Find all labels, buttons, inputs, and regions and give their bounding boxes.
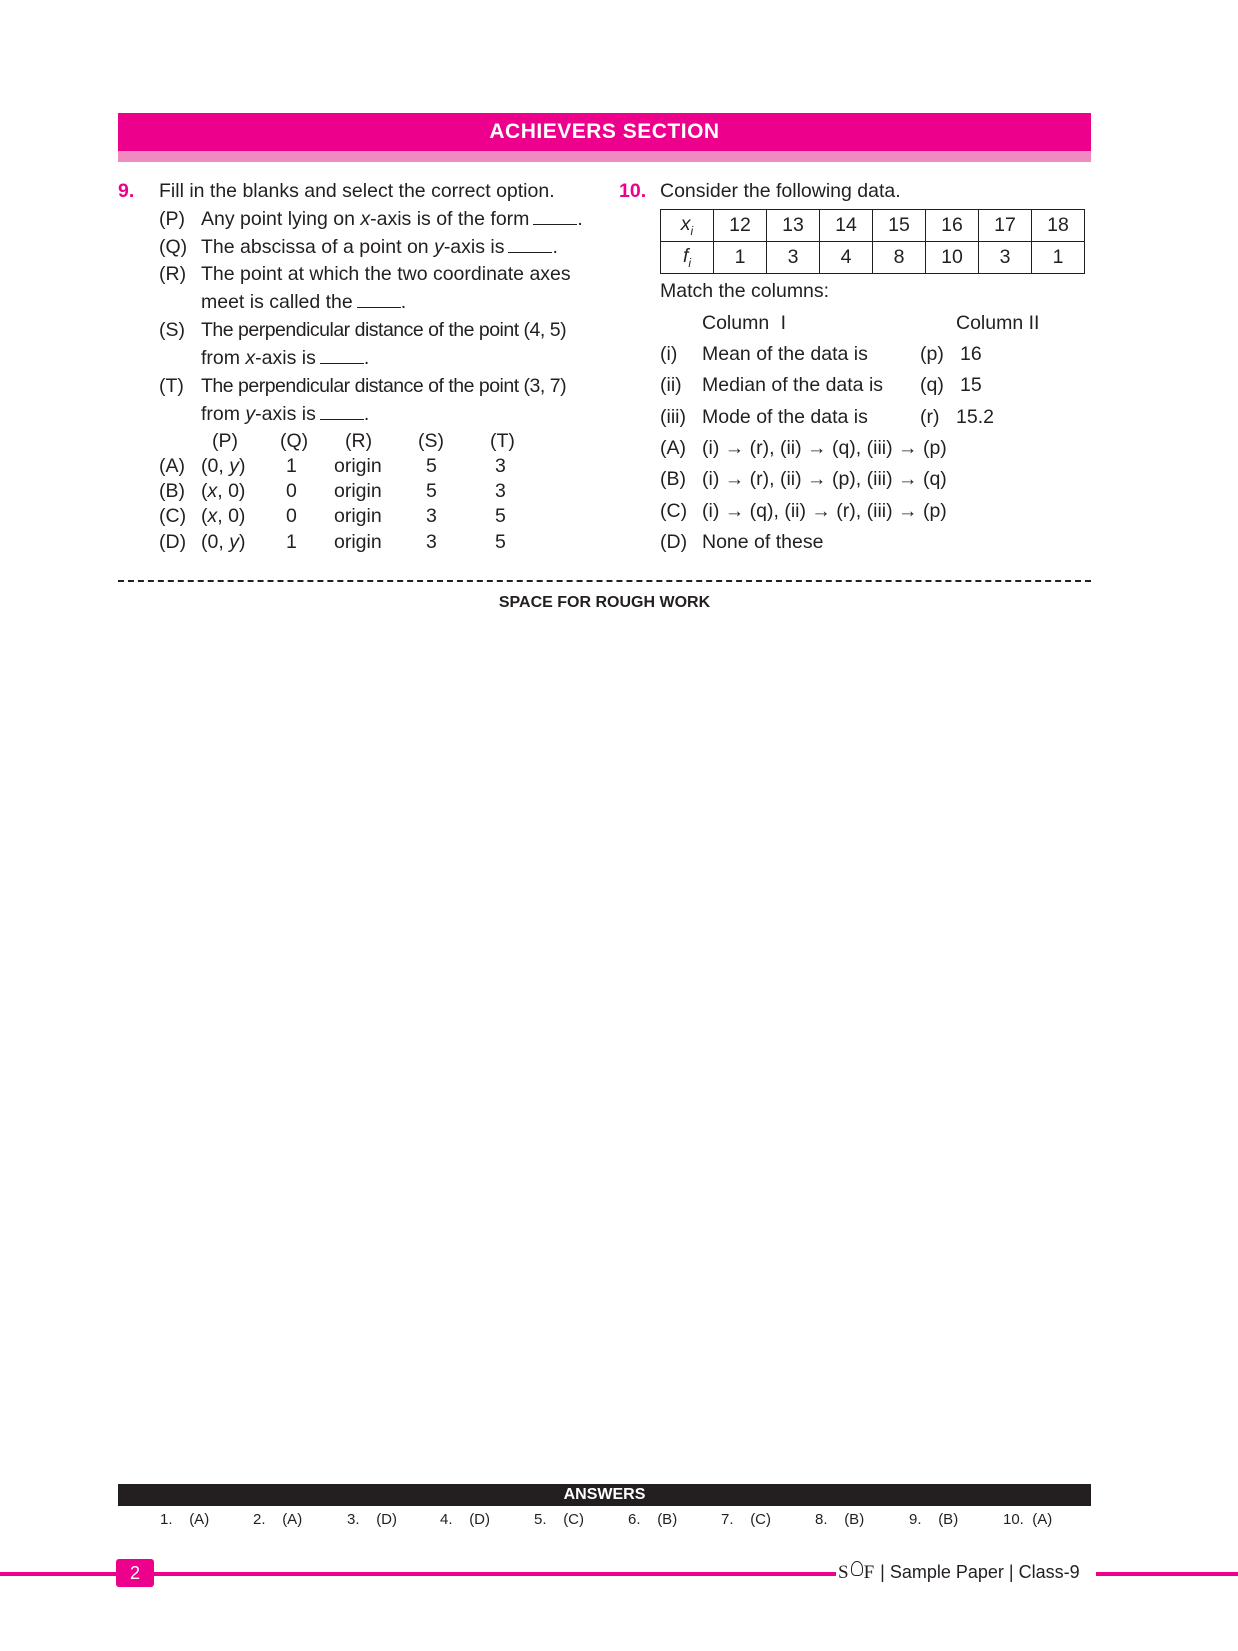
- option-text: (i) → (q), (ii) → (r), (iii) → (p): [702, 500, 947, 522]
- option-label: (A): [159, 455, 185, 477]
- table-cell: 13: [767, 210, 820, 242]
- item-label: (T): [159, 375, 184, 397]
- column-header: (T): [490, 430, 515, 452]
- table-cell: 1: [714, 242, 767, 274]
- option-t: 3: [495, 480, 506, 502]
- table-cell: 10: [926, 242, 979, 274]
- option-r: origin: [334, 531, 382, 553]
- option-p: (0, y): [201, 531, 246, 553]
- option-p: (x, 0): [201, 480, 246, 502]
- question-stem: Consider the following data.: [660, 180, 901, 202]
- table-cell: 15: [873, 210, 926, 242]
- option-p: (0, y): [201, 455, 246, 477]
- option-label: (C): [159, 505, 187, 527]
- answer-item: 4. (D): [440, 1511, 491, 1528]
- item-text: The perpendicular distance of the point (3, 7): [201, 375, 567, 397]
- footer-rule-right: [1096, 1572, 1238, 1576]
- table-cell: 4: [820, 242, 873, 274]
- column-header: (R): [345, 430, 373, 452]
- option-q: 1: [286, 531, 297, 553]
- option-q: 0: [286, 480, 297, 502]
- item-text: The abscissa of a point on y-axis is .: [201, 236, 558, 258]
- item-text: meet is called the .: [201, 291, 407, 313]
- option-q: 1: [286, 455, 297, 477]
- rough-work-label: SPACE FOR ROUGH WORK: [498, 594, 711, 611]
- answer-item: 7. (C): [721, 1511, 772, 1528]
- item-label: (R): [159, 263, 187, 285]
- row-label: (i): [660, 343, 678, 365]
- item-text: The perpendicular distance of the point (4, 5): [201, 319, 567, 341]
- blank-line: [508, 237, 552, 253]
- dashed-divider: [118, 580, 1091, 582]
- row-text: Mean of the data is: [702, 343, 868, 365]
- table-cell: 14: [820, 210, 873, 242]
- option-p: (x, 0): [201, 505, 246, 527]
- option-s: 5: [426, 455, 437, 477]
- footer-text: S F | Sample Paper | Class-9: [838, 1562, 1080, 1583]
- row-label: (iii): [660, 406, 686, 428]
- option-label: (D): [159, 531, 187, 553]
- option-s: 3: [426, 531, 437, 553]
- answer-item: 3. (D): [347, 1511, 398, 1528]
- table-cell: 8: [873, 242, 926, 274]
- section-banner: [118, 113, 1091, 162]
- item-text: The point at which the two coordinate axes: [201, 263, 571, 285]
- column-1-header: Column I: [702, 312, 787, 334]
- row-label: (ii): [660, 374, 682, 396]
- option-label: (A): [660, 437, 686, 459]
- frequency-table: [660, 209, 1085, 274]
- answers-list: [118, 1511, 1091, 1533]
- table-cell: 12: [714, 210, 767, 242]
- row-match-value: 15: [960, 374, 982, 396]
- column-2-header: Column II: [956, 312, 1040, 334]
- option-r: origin: [334, 505, 382, 527]
- option-t: 3: [495, 455, 506, 477]
- table-row: [661, 210, 1085, 242]
- table-cell: 3: [767, 242, 820, 274]
- row-text: Mode of the data is: [702, 406, 868, 428]
- blank-line: [533, 209, 577, 225]
- page-number: 2: [116, 1559, 154, 1587]
- column-header: (P): [212, 430, 238, 452]
- row-match-label: (r): [920, 406, 940, 428]
- lightbulb-icon: [851, 1561, 863, 1576]
- option-label: (B): [660, 468, 686, 490]
- answer-item: 8. (B): [815, 1511, 865, 1528]
- row-match-value: 15.2: [956, 406, 994, 428]
- option-r: origin: [334, 455, 382, 477]
- option-s: 5: [426, 480, 437, 502]
- table-header-cell: $x_i$: [661, 210, 714, 242]
- row-text: Median of the data is: [702, 374, 884, 396]
- item-text: from x-axis is .: [201, 347, 370, 369]
- answer-item: 10. (A): [1003, 1511, 1053, 1528]
- answer-item: 5. (C): [534, 1511, 585, 1528]
- answer-item: 6. (B): [628, 1511, 678, 1528]
- answer-item: 9. (B): [909, 1511, 959, 1528]
- sof-logo: S F: [838, 1562, 876, 1583]
- option-q: 0: [286, 505, 297, 527]
- option-text: (i) → (r), (ii) → (p), (iii) → (q): [702, 468, 947, 490]
- column-header: (S): [418, 430, 444, 452]
- table-row: [661, 242, 1085, 274]
- option-r: origin: [334, 480, 382, 502]
- question-stem: Fill in the blanks and select the correct option.: [159, 180, 555, 202]
- item-label: (Q): [159, 236, 188, 258]
- option-label: (C): [660, 500, 688, 522]
- item-text: Any point lying on x-axis is of the form .: [201, 208, 583, 230]
- answer-item: 1. (A): [160, 1511, 210, 1528]
- match-intro: Match the columns:: [660, 280, 830, 302]
- row-match-value: 16: [960, 343, 982, 365]
- option-text: (i) → (r), (ii) → (q), (iii) → (p): [702, 437, 947, 459]
- option-t: 5: [495, 505, 506, 527]
- table-cell: 16: [926, 210, 979, 242]
- question-number: 9.: [118, 180, 135, 202]
- answer-item: 2. (A): [253, 1511, 303, 1528]
- blank-line: [320, 404, 364, 420]
- column-header: (Q): [280, 430, 309, 452]
- option-text: None of these: [702, 531, 824, 553]
- option-label: (B): [159, 480, 185, 502]
- blank-line: [320, 348, 364, 364]
- answers-header: ANSWERS: [118, 1484, 1091, 1506]
- row-match-label: (q): [920, 374, 944, 396]
- table-cell: 17: [979, 210, 1032, 242]
- item-text: from y-axis is .: [201, 403, 370, 425]
- blank-line: [357, 292, 401, 308]
- section-title: ACHIEVERS SECTION: [118, 113, 1091, 151]
- table-cell: 18: [1032, 210, 1085, 242]
- item-label: (S): [159, 319, 185, 341]
- option-t: 5: [495, 531, 506, 553]
- table-header-cell: $f_i$: [661, 242, 714, 274]
- row-match-label: (p): [920, 343, 944, 365]
- table-cell: 3: [979, 242, 1032, 274]
- option-s: 3: [426, 505, 437, 527]
- table-cell: 1: [1032, 242, 1085, 274]
- question-number: 10.: [619, 180, 647, 202]
- option-label: (D): [660, 531, 688, 553]
- item-label: (P): [159, 208, 185, 230]
